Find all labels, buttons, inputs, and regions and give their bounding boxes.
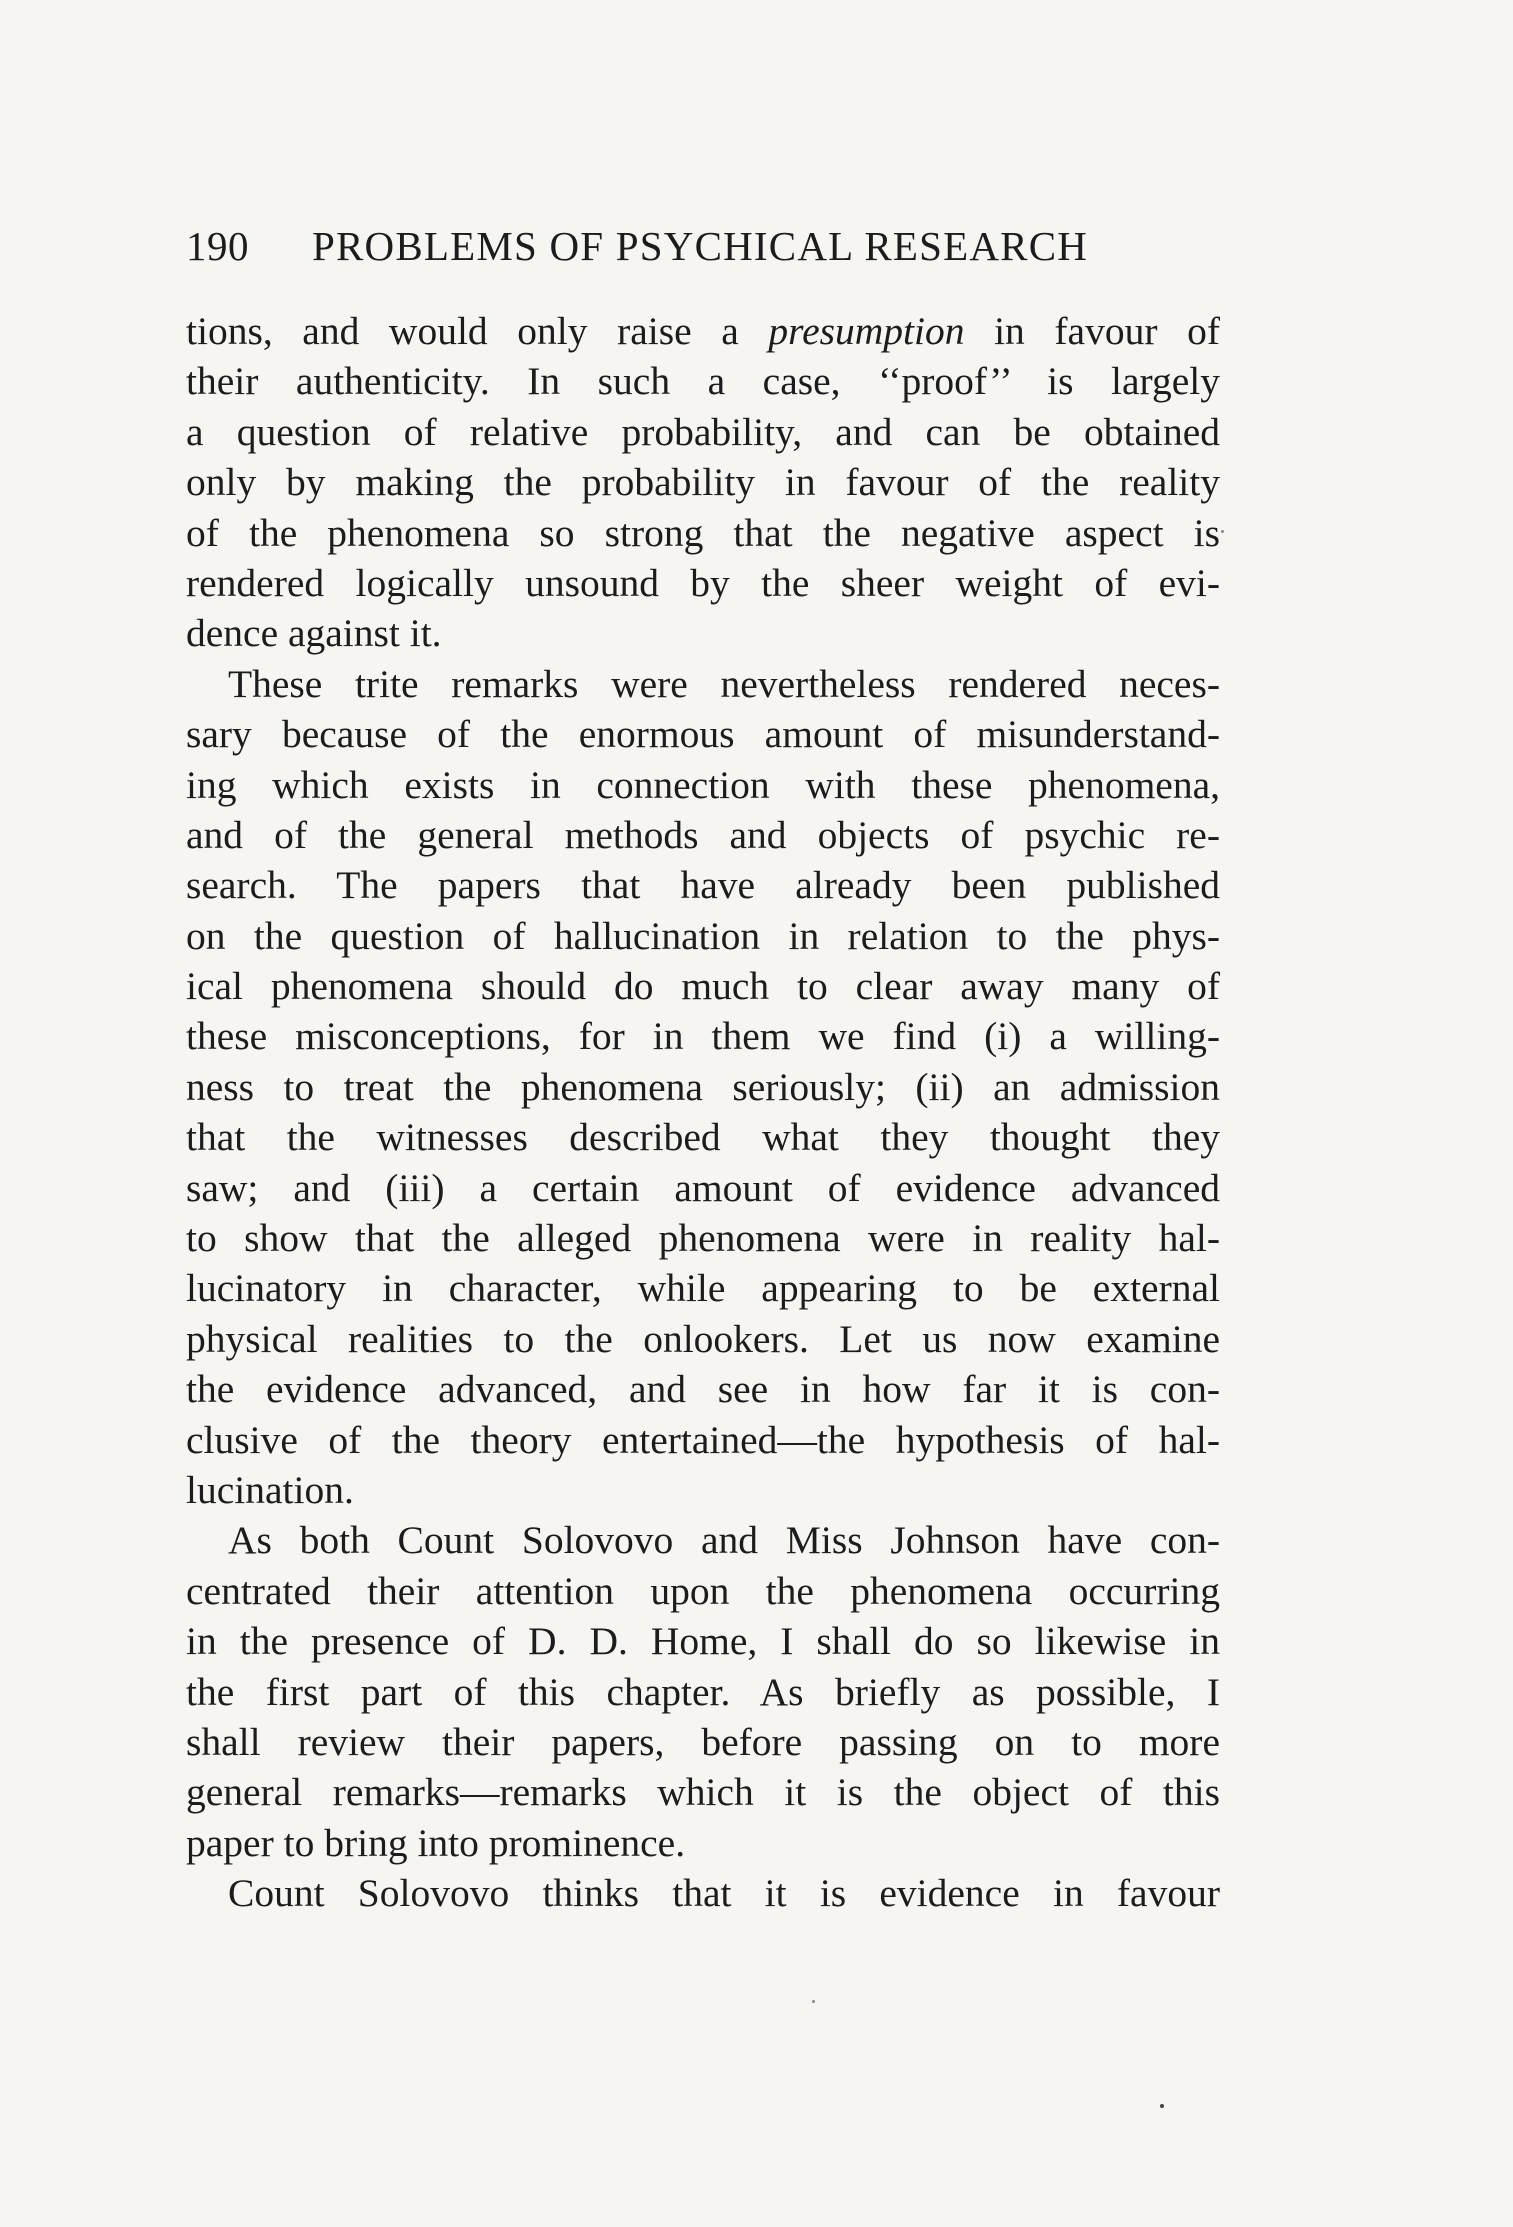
paragraph-start-line: As both Count Solovovo and Miss Johnson have con- <box>228 1518 1220 1563</box>
text-line: ical phenomena should do much to clear away many of <box>186 964 1220 1009</box>
text-line: search. The papers that have already been published <box>186 863 1220 908</box>
text-line: of the phenomena so strong that the negative aspect is <box>186 510 1220 555</box>
text-line: that the witnesses described what they thought they <box>186 1115 1220 1160</box>
text-line: centrated their attention upon the phenomena occurring <box>186 1568 1220 1613</box>
text-line: a question of relative probability, and can be obtained <box>186 409 1220 454</box>
text-line: general remarks—remarks which it is the object of this <box>186 1770 1220 1815</box>
text-run: tions, and would only raise a <box>186 309 769 353</box>
body-text <box>186 306 1220 1919</box>
paragraph-end-line: paper to bring into prominence. <box>186 1820 686 1865</box>
emphasized-word: presumption <box>768 309 965 353</box>
running-head <box>186 222 1226 270</box>
paragraph-start-line: These trite remarks were nevertheless rendered neces- <box>228 661 1220 706</box>
text-line: on the question of hallucination in relation to the phys- <box>186 913 1220 958</box>
text-line: clusive of the theory entertained—the hypothesis of hal- <box>186 1417 1220 1462</box>
text-line: these misconceptions, for in them we find (i) a willing- <box>186 1014 1220 1059</box>
text-line: the first part of this chapter. As briefly as possible, I <box>186 1669 1220 1714</box>
scan-speck <box>812 2000 815 2003</box>
page-number: 190 <box>186 223 249 269</box>
scan-speck <box>1160 2104 1164 2108</box>
text-line: ness to treat the phenomena seriously; (ii) an admission <box>186 1064 1220 1109</box>
paragraph-end-line: dence against it. <box>186 611 442 656</box>
text-line: lucinatory in character, while appearing to be external <box>186 1266 1220 1311</box>
text-run: in favour of <box>964 309 1220 353</box>
text-line: shall review their papers, before passing on to more <box>186 1719 1220 1764</box>
text-line: their authenticity. In such a case, ‘‘proof’’ is largely <box>186 359 1220 404</box>
text-line <box>186 306 1220 356</box>
paragraph-end-line: lucination. <box>186 1467 354 1512</box>
paragraph-start-line: Count Solovovo thinks that it is evidence in favour <box>228 1871 1220 1916</box>
text-line: in the presence of D. D. Home, I shall do so likewise in <box>186 1619 1220 1664</box>
text-line: sary because of the enormous amount of misunderstand- <box>186 712 1220 757</box>
text-line: rendered logically unsound by the sheer weight of evi- <box>186 560 1220 605</box>
text-line: the evidence advanced, and see in how far it is con- <box>186 1367 1220 1412</box>
text-line: only by making the probability in favour of the reality <box>186 460 1220 505</box>
book-title: PROBLEMS OF PSYCHICAL RESEARCH <box>312 223 1089 269</box>
text-line: ing which exists in connection with these phenomena, <box>186 762 1220 807</box>
text-line: saw; and (iii) a certain amount of evidence advanced <box>186 1165 1220 1210</box>
text-line: to show that the alleged phenomena were in reality hal- <box>186 1216 1220 1261</box>
scan-speck <box>1221 530 1224 533</box>
text-line: and of the general methods and objects of psychic re- <box>186 812 1220 857</box>
text-line: physical realities to the onlookers. Let us now examine <box>186 1316 1220 1361</box>
